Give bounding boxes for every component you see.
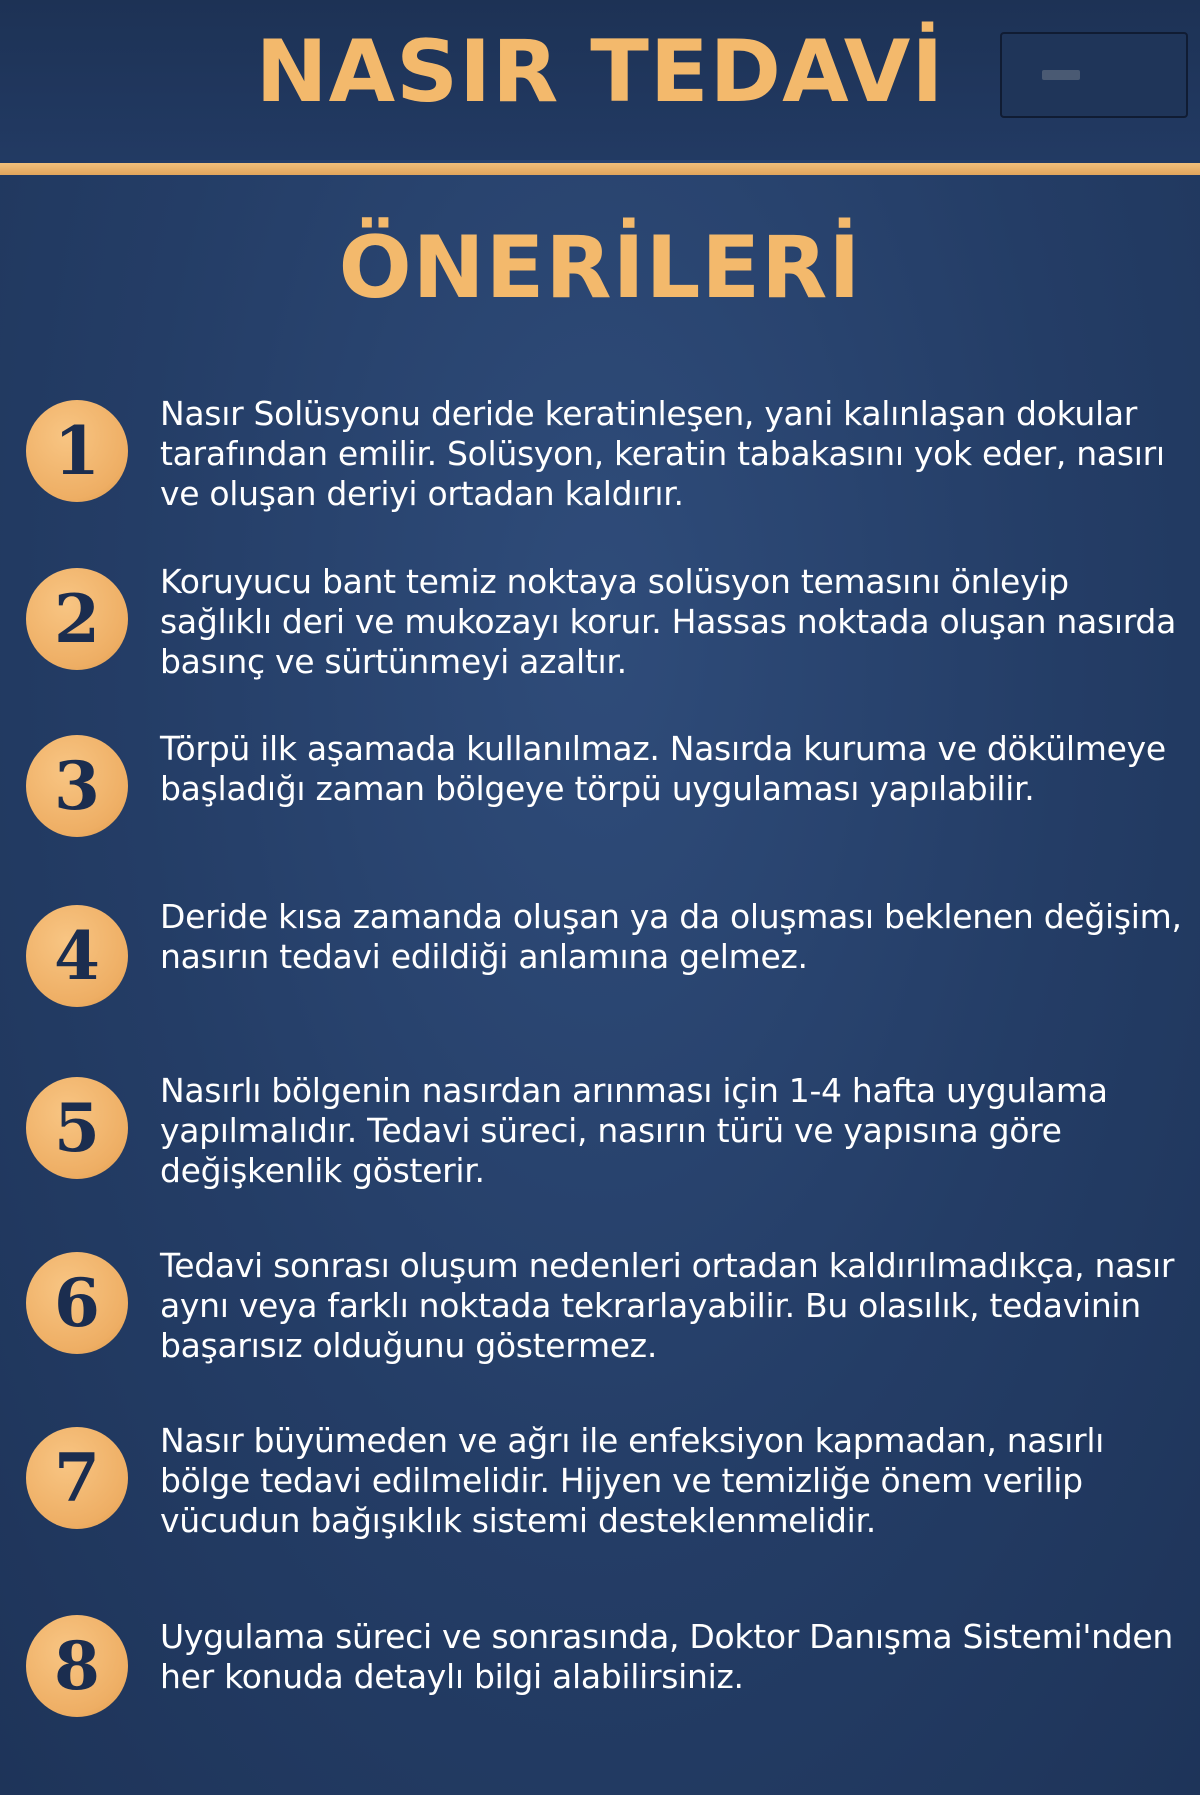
item-text: Törpü ilk aşamada kullanılmaz. Nasırda kuruma ve dökülmeye başladığı zaman bölgeye törpü uygulaması yapılabilir. <box>160 729 1166 808</box>
item-text: Tedavi sonrası oluşum nedenleri ortadan kaldırılmadıkça, nasır aynı veya farklı noktada tekrarlayabilir. Bu olasılık, tedavinin başarısız olduğunu göstermez. <box>160 1246 1175 1365</box>
list-item <box>0 562 1200 702</box>
list-item <box>0 1421 1200 1561</box>
number-badge: 5 <box>26 1077 128 1179</box>
number-badge: 3 <box>26 735 128 837</box>
item-text: Koruyucu bant temiz noktaya solüsyon temasını önleyip sağlıklı deri ve mukozayı korur. Hassas noktada oluşan nasırda basınç ve sürtünmeyi azaltır. <box>160 562 1176 681</box>
list-item <box>0 729 1200 869</box>
gold-divider <box>0 163 1200 175</box>
corner-placeholder-box <box>1000 32 1188 118</box>
item-text: Nasır büyümeden ve ağrı ile enfeksiyon kapmadan, nasırlı bölge tedavi edilmelidir. Hijyen ve temizliğe önem verilip vücudun bağışıklık sistemi desteklenmelidir. <box>160 1421 1105 1540</box>
item-text: Deride kısa zamanda oluşan ya da oluşması beklenen değişim, nasırın tedavi edildiği anlamına gelmez. <box>160 897 1182 976</box>
corner-dash-mark <box>1042 70 1080 80</box>
item-text: Uygulama süreci ve sonrasında, Doktor Danışma Sistemi'nden her konuda detaylı bilgi alabilirsiniz. <box>160 1617 1173 1696</box>
number-badge: 8 <box>26 1615 128 1717</box>
number-badge: 2 <box>26 568 128 670</box>
item-text: Nasır Solüsyonu deride keratinleşen, yani kalınlaşan dokular tarafından emilir. Solüsyon, keratin tabakasını yok eder, nasırı ve oluşan deriyi ortadan kaldırır. <box>160 394 1165 513</box>
list-item <box>0 1617 1200 1757</box>
list-item <box>0 1071 1200 1211</box>
list-item <box>0 1246 1200 1386</box>
number-badge: 7 <box>26 1427 128 1529</box>
title-line-2: ÖNERİLERİ <box>338 218 862 318</box>
title-line-1: NASIR TEDAVİ <box>255 22 945 122</box>
number-badge: 1 <box>26 400 128 502</box>
item-text: Nasırlı bölgenin nasırdan arınması için 1-4 hafta uygulama yapılmalıdır. Tedavi süreci, nasırın türü ve yapısına göre değişkenlik gösterir. <box>160 1071 1108 1190</box>
list-item <box>0 394 1200 534</box>
number-badge: 6 <box>26 1252 128 1354</box>
number-badge: 4 <box>26 905 128 1007</box>
list-item <box>0 897 1200 1037</box>
